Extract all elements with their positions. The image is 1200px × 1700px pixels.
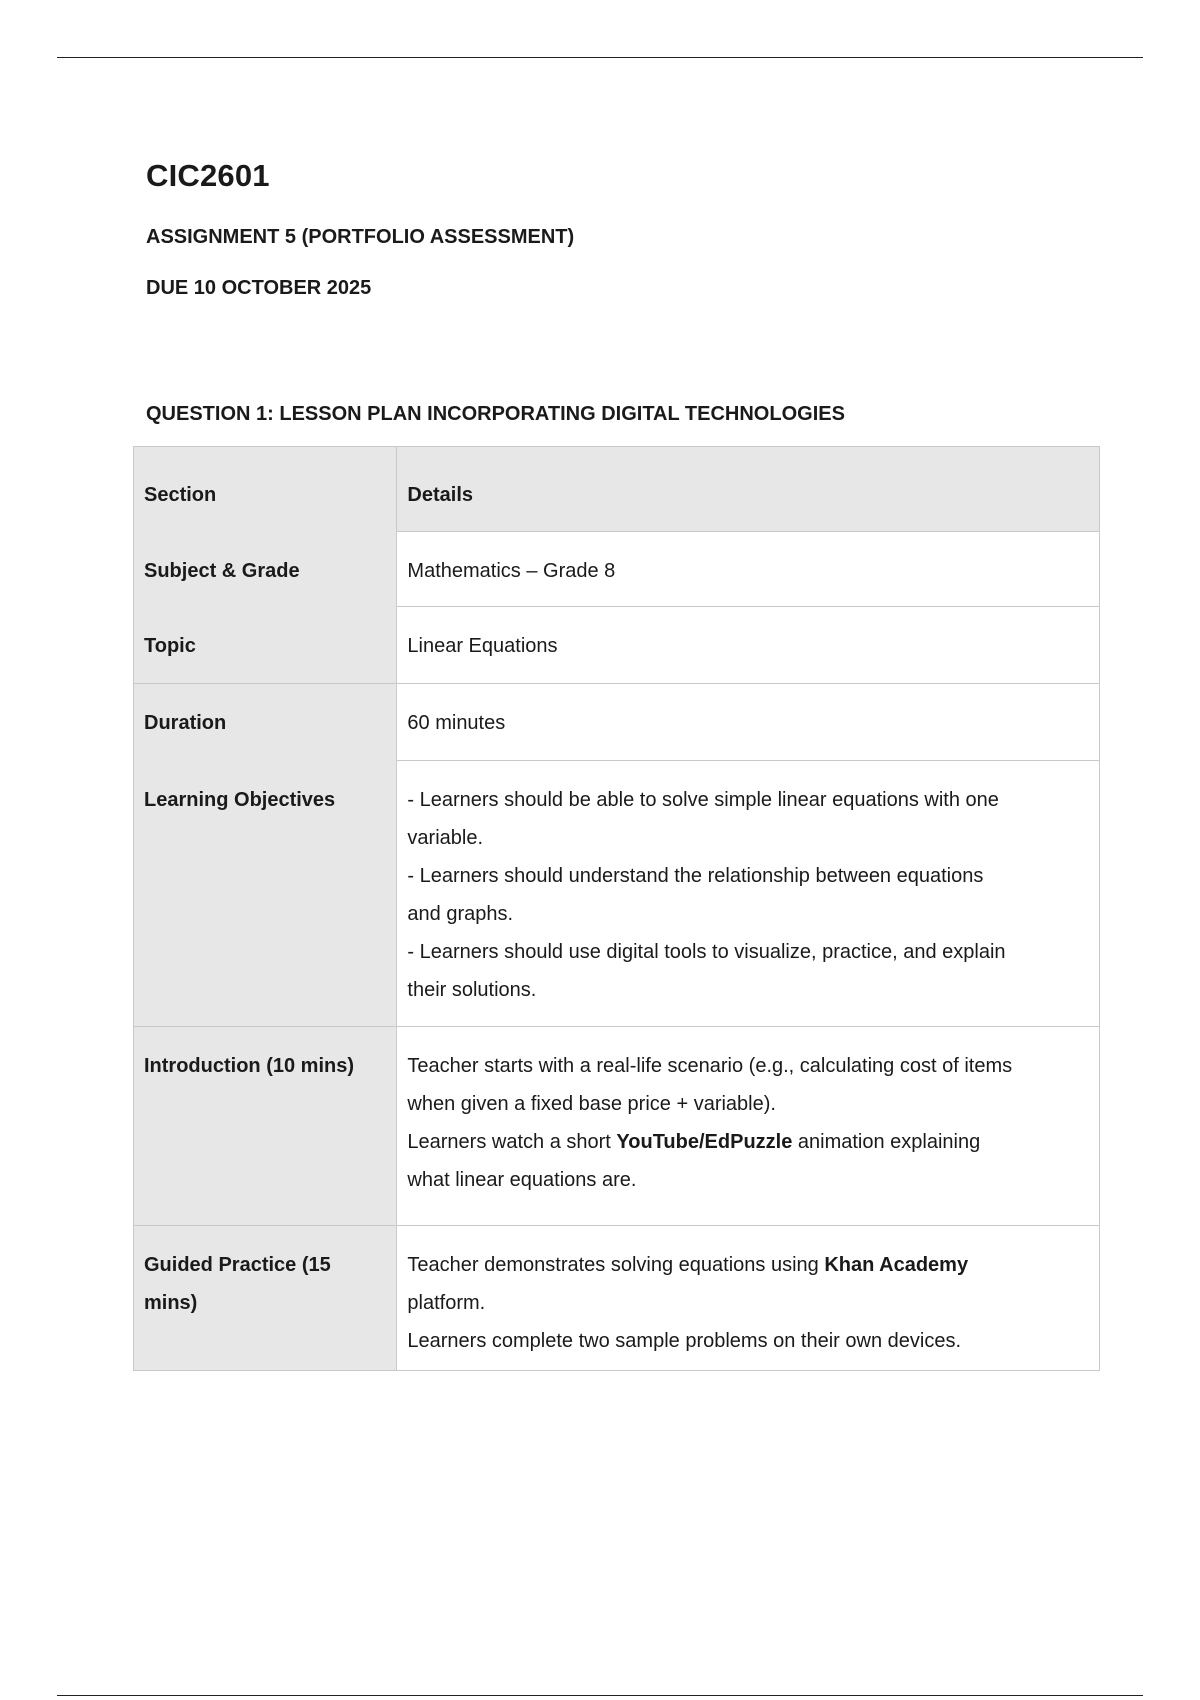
row-value-subject: Mathematics – Grade 8 <box>397 532 1100 607</box>
objective-line: - Learners should understand the relationship between equations <box>407 865 984 887</box>
table-row <box>134 532 1100 607</box>
header-section: Section <box>134 447 397 532</box>
header-details: Details <box>397 447 1100 532</box>
table-row <box>134 1226 1100 1371</box>
guided-line-3: Learners complete two sample problems on their own devices. <box>407 1330 962 1352</box>
objective-line: - Learners should use digital tools to visualize, practice, and explain <box>407 941 1006 963</box>
intro-line-1: Teacher starts with a real-life scenario (e.g., calculating cost of items <box>407 1055 1013 1077</box>
row-label-duration: Duration <box>134 684 397 761</box>
intro-line-2: when given a fixed base price + variable). <box>407 1093 776 1115</box>
table-row <box>134 607 1100 684</box>
lesson-plan-table <box>133 446 1100 1371</box>
row-label-objectives: Learning Objectives <box>134 761 397 1027</box>
tool-edpuzzle: EdPuzzle <box>704 1131 793 1153</box>
assignment-title: ASSIGNMENT 5 (PORTFOLIO ASSESSMENT) <box>146 226 575 248</box>
row-label-guided-practice <box>134 1226 397 1371</box>
tool-separator: / <box>698 1131 705 1153</box>
intro-line-3-post: animation explaining <box>792 1131 981 1153</box>
row-value-objectives <box>397 761 1100 1027</box>
tool-youtube: YouTube <box>616 1131 699 1153</box>
tool-khan-academy: Khan Academy <box>824 1254 969 1276</box>
objective-line: their solutions. <box>407 979 537 1001</box>
bottom-divider <box>57 1695 1143 1696</box>
question-heading: QUESTION 1: LESSON PLAN INCORPORATING DIGITAL TECHNOLOGIES <box>146 403 845 425</box>
intro-line-3 <box>407 1123 1089 1161</box>
objective-line: and graphs. <box>407 903 514 925</box>
row-value-duration: 60 minutes <box>397 684 1100 761</box>
table-header-row <box>134 447 1100 532</box>
row-label-subject: Subject & Grade <box>134 532 397 607</box>
table-row <box>134 761 1100 1027</box>
objective-line: - Learners should be able to solve simple linear equations with one <box>407 789 999 811</box>
guided-label-line-2: mins) <box>144 1292 198 1314</box>
top-divider <box>57 57 1143 58</box>
course-code: CIC2601 <box>146 158 270 193</box>
table-row <box>134 684 1100 761</box>
row-value-guided-practice <box>397 1226 1100 1371</box>
guided-line-1 <box>407 1246 1089 1284</box>
due-date: DUE 10 OCTOBER 2025 <box>146 277 372 299</box>
row-label-introduction: Introduction (10 mins) <box>134 1027 397 1226</box>
row-label-topic: Topic <box>134 607 397 684</box>
guided-line-2: platform. <box>407 1292 486 1314</box>
table-row <box>134 1027 1100 1226</box>
guided-line-1-pre: Teacher demonstrates solving equations using <box>407 1254 825 1276</box>
objective-line: variable. <box>407 827 484 849</box>
guided-label-line-1: Guided Practice (15 <box>144 1254 331 1276</box>
intro-line-3-pre: Learners watch a short <box>407 1131 617 1153</box>
row-value-topic: Linear Equations <box>397 607 1100 684</box>
intro-line-4: what linear equations are. <box>407 1169 637 1191</box>
row-value-introduction <box>397 1027 1100 1226</box>
